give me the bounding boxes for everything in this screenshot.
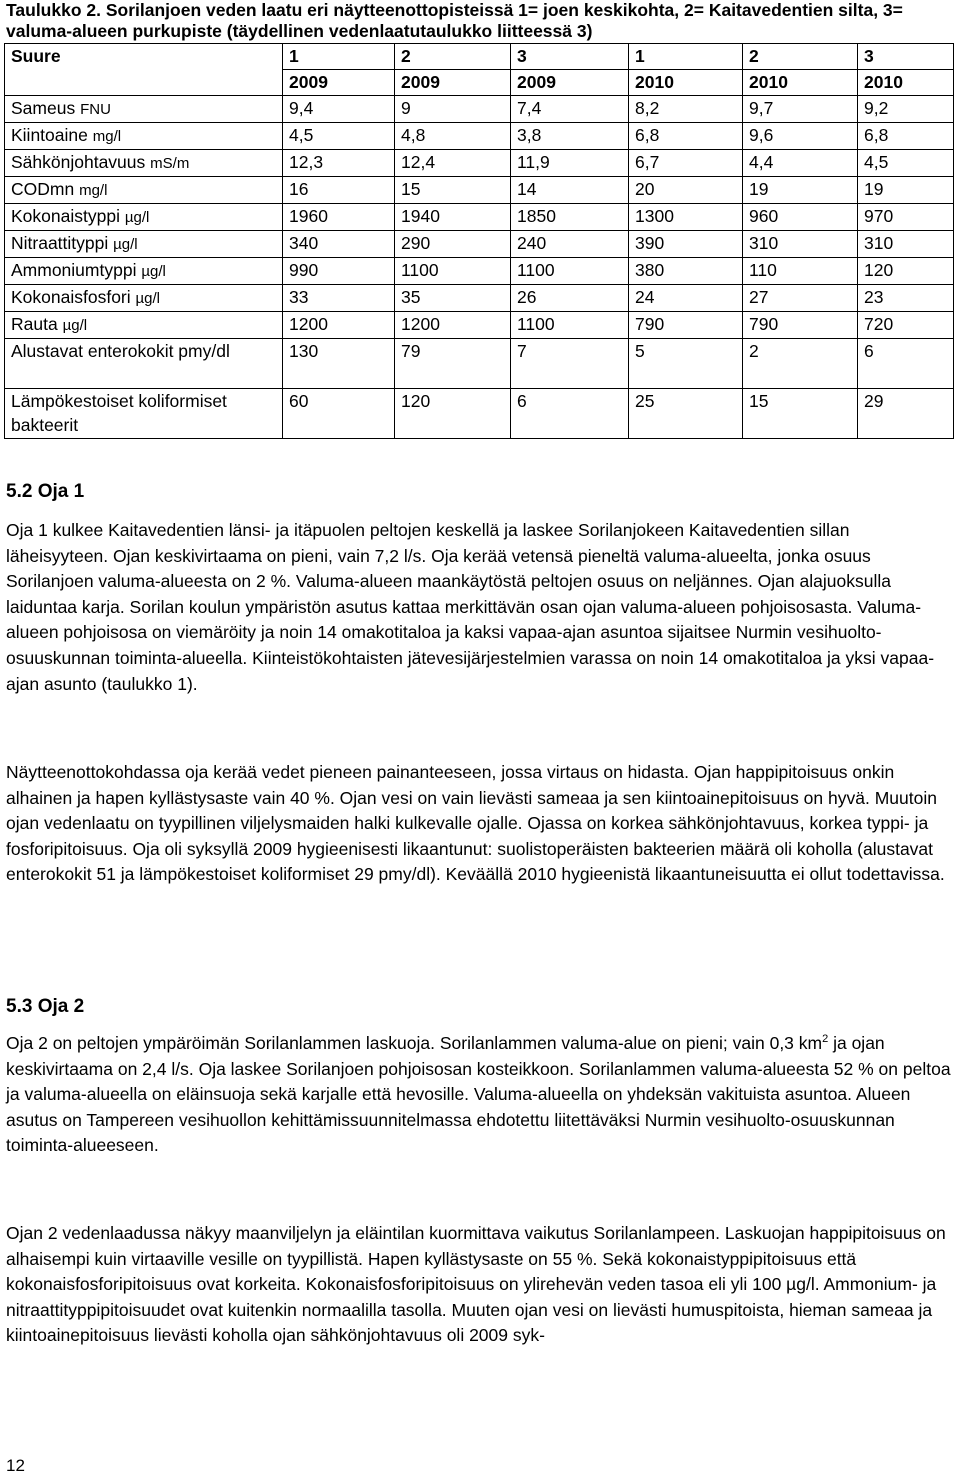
value-cell: 1300 [629, 204, 743, 231]
value-cell: 340 [283, 231, 395, 258]
value-cell: 790 [743, 312, 858, 339]
header-year: 2010 [629, 70, 743, 96]
parameter-unit: mg/l [92, 128, 122, 145]
header-site: 1 [629, 44, 743, 70]
value-cell: 12,3 [283, 150, 395, 177]
value-cell: 990 [283, 258, 395, 285]
value-cell: 60 [283, 389, 395, 439]
value-cell: 23 [858, 285, 954, 312]
table-row [5, 258, 954, 285]
value-cell: 1850 [511, 204, 629, 231]
parameter-unit: mS/m [150, 155, 190, 172]
value-cell: 12,4 [395, 150, 511, 177]
value-cell: 4,8 [395, 123, 511, 150]
table-row [5, 389, 954, 439]
paragraph: Oja 1 kulkee Kaitavedentien länsi- ja itäpuolen peltojen keskellä ja laskee Sorilanjokeen Kaitavedentien sillan läheisyyteen. Ojan keskivirtaama on pieni, vain 7,2 l/s. Oja kerää vetensä pieneltä valuma-alueelta, jonka osuus Sorilanjoen valuma-alueesta on 2 %. Valuma-alueen maankäytöstä peltojen osuus on neljännes. Ojan alajuoksulla laiduntaa karja. Sorilan koulun ympäristön asutus kattaa merkittävän osan ojan valuma-alueen pohjoisosasta. Valuma-alueen pohjoisosa on viemäröity ja noin 14 omakotitaloa ja kaksi vapaa-ajan asuntoa sijaitsee Nurmin vesihuolto-osuuskunnan toiminta-alueella. Kiinteistökohtaisten jätevesijärjestelmien varassa on noin 14 omakotitaloa ja yksi vapaa-ajan asunto (taulukko 1). [6, 520, 935, 694]
header-site: 1 [283, 44, 395, 70]
parameter-name: Nitraattityppi [11, 233, 109, 253]
value-cell: 1960 [283, 204, 395, 231]
paragraph-text: ja ojan keskivirtaama on 2,4 l/s. Oja laskee Sorilanjoen pohjoisosan kosteikkoon. Sorilanlammen valuma-alueesta 52 % on peltoa ja valuma-alueella on eläinsuoja sekä karjalle että hevosille. Valuma-alueella on yhdeksän vakituista asuntoa. Alueen asutus on Tampereen vesihuollon kehittämissuunnitelmassa ehdotettu liitettäväksi Nurmin vesihuolto-osuuskunnan toiminta-alueeseen. [6, 1033, 951, 1156]
value-cell: 310 [743, 231, 858, 258]
parameter-name: CODmn [11, 179, 75, 199]
value-cell: 9 [395, 96, 511, 123]
parameter-name: Rauta [11, 314, 58, 334]
value-cell: 33 [283, 285, 395, 312]
parameter-unit: µg/l [135, 290, 161, 307]
value-cell: 19 [743, 177, 858, 204]
table-header-sites [5, 44, 954, 70]
parameter-unit: µg/l [141, 263, 166, 280]
value-cell: 7 [511, 339, 629, 389]
header-year: 2009 [511, 70, 629, 96]
paragraph: Ojan 2 vedenlaadussa näkyy maanviljelyn ja eläintilan kuormittava vaikutus Sorilanlampeen. Laskuojan happipitoisuus on alhaisempi kuin virtaaville vesille on tyypillistä. Hapen kyllästysaste on 55 %. Sekä kokonaistyppipitoisuus että kokonaisfosforipitoisuus ovat korkeita. Kokonaisfosforipitoisuus on ylirehevän veden tasoa eli yli 100 µg/l. Ammonium- ja nitraattityppipitoisuudet ovat kuitenkin normaalilla tasolla. Muuten ojan vesi on lievästi humuspitoista, hieman sameaa ja kiintoainepitoisuus lievästi koholla ojan sähkönjohtavuus oli 2009 syk- [6, 1223, 946, 1346]
value-cell: 120 [858, 258, 954, 285]
table-row [5, 150, 954, 177]
parameter-name: Kokonaisfosfori [11, 287, 131, 307]
header-site: 3 [858, 44, 954, 70]
value-cell: 7,4 [511, 96, 629, 123]
header-year: 2010 [858, 70, 954, 96]
value-cell: 9,2 [858, 96, 954, 123]
value-cell: 8,2 [629, 96, 743, 123]
value-cell: 390 [629, 231, 743, 258]
value-cell: 4,4 [743, 150, 858, 177]
value-cell: 1100 [511, 258, 629, 285]
section-heading-oja-1: 5.2 Oja 1 [6, 481, 85, 502]
water-quality-table [4, 43, 954, 439]
parameter-name: Alustavat enterokokit pmy/dl [11, 341, 230, 361]
section-heading-oja-2: 5.3 Oja 2 [6, 996, 85, 1017]
value-cell: 6 [511, 389, 629, 439]
value-cell: 310 [858, 231, 954, 258]
header-parameter: Suure [5, 44, 283, 96]
parameter-cell [5, 123, 283, 150]
value-cell: 35 [395, 285, 511, 312]
value-cell: 9,6 [743, 123, 858, 150]
parameter-name: Kiintoaine [11, 125, 88, 145]
parameter-cell [5, 339, 283, 389]
table-row [5, 96, 954, 123]
value-cell: 720 [858, 312, 954, 339]
parameter-cell [5, 312, 283, 339]
table-row [5, 339, 954, 389]
header-year: 2009 [283, 70, 395, 96]
value-cell: 6,8 [858, 123, 954, 150]
value-cell: 790 [629, 312, 743, 339]
value-cell: 240 [511, 231, 629, 258]
parameter-name: Sähkönjohtavuus [11, 152, 146, 172]
value-cell: 3,8 [511, 123, 629, 150]
header-site: 2 [395, 44, 511, 70]
paragraph [6, 1031, 954, 1159]
parameter-cell [5, 389, 283, 439]
header-site: 3 [511, 44, 629, 70]
header-year: 2009 [395, 70, 511, 96]
parameter-unit: µg/l [124, 209, 150, 226]
value-cell: 130 [283, 339, 395, 389]
parameter-name: Ammoniumtyppi [11, 260, 137, 280]
value-cell: 9,4 [283, 96, 395, 123]
parameter-cell [5, 96, 283, 123]
value-cell: 15 [395, 177, 511, 204]
parameter-unit: µg/l [113, 236, 138, 253]
table-row [5, 123, 954, 150]
value-cell: 6,7 [629, 150, 743, 177]
value-cell: 380 [629, 258, 743, 285]
table-row [5, 177, 954, 204]
table-row [5, 204, 954, 231]
value-cell: 110 [743, 258, 858, 285]
table-row [5, 231, 954, 258]
header-year: 2010 [743, 70, 858, 96]
value-cell: 6,8 [629, 123, 743, 150]
value-cell: 970 [858, 204, 954, 231]
parameter-name: Kokonaistyppi [11, 206, 120, 226]
value-cell: 2 [743, 339, 858, 389]
value-cell: 15 [743, 389, 858, 439]
parameter-cell [5, 231, 283, 258]
value-cell: 14 [511, 177, 629, 204]
value-cell: 120 [395, 389, 511, 439]
value-cell: 29 [858, 389, 954, 439]
parameter-cell [5, 150, 283, 177]
parameter-cell [5, 258, 283, 285]
page-number: 12 [6, 1456, 25, 1475]
value-cell: 960 [743, 204, 858, 231]
value-cell: 24 [629, 285, 743, 312]
parameter-name: Sameus [11, 98, 76, 118]
paragraph: Näytteenottokohdassa oja kerää vedet pieneen painanteeseen, jossa virtaus on hidasta. Ojan happipitoisuus onkin alhainen ja hapen kyllästysaste vain 40 %. Ojan vesi on vain lievästi sameaa ja sen kiintoainepitoisuus on hyvä. Muutoin ojan vedenlaatu on tyypillinen viljelysmaiden halki kulkevalle ojalle. Ojassa on korkea sähkönjohtavuus, korkea typpi- ja fosforipitoisuus. Oja oli syksyllä 2009 hygieenisesti likaantunut: suolistoperäisten bakteerien määrä oli koholla (alustavat enterokokit 51 ja lämpökestoiset koliformiset 29 pmy/dl). Keväällä 2010 hygieenistä likaantuneisuutta ei ollut todettavissa. [6, 762, 945, 885]
superscript: 2 [822, 1033, 829, 1046]
header-site: 2 [743, 44, 858, 70]
value-cell: 25 [629, 389, 743, 439]
value-cell: 1200 [395, 312, 511, 339]
value-cell: 1100 [395, 258, 511, 285]
parameter-unit: FNU [80, 101, 111, 118]
value-cell: 6 [858, 339, 954, 389]
value-cell: 20 [629, 177, 743, 204]
value-cell: 16 [283, 177, 395, 204]
value-cell: 1200 [283, 312, 395, 339]
parameter-unit: mg/l [79, 182, 108, 199]
value-cell: 9,7 [743, 96, 858, 123]
value-cell: 1940 [395, 204, 511, 231]
value-cell: 19 [858, 177, 954, 204]
parameter-cell [5, 204, 283, 231]
value-cell: 1100 [511, 312, 629, 339]
parameter-cell [5, 177, 283, 204]
table-row [5, 312, 954, 339]
parameter-unit: µg/l [62, 317, 88, 334]
paragraph-text: Oja 2 on peltojen ympäröimän Sorilanlammen laskuoja. Sorilanlammen valuma-alue on pieni; vain 0,3 km [6, 1033, 823, 1053]
table-body [5, 96, 954, 439]
value-cell: 11,9 [511, 150, 629, 177]
parameter-name: Lämpökestoiset koliformiset bakteerit [11, 391, 227, 435]
value-cell: 79 [395, 339, 511, 389]
parameter-cell [5, 285, 283, 312]
value-cell: 4,5 [283, 123, 395, 150]
value-cell: 26 [511, 285, 629, 312]
table-caption: Taulukko 2. Sorilanjoen veden laatu eri näytteenottopisteissä 1= joen keskikohta, 2= Kaitavedentien silta, 3= valuma-alueen purkupiste (täydellinen vedenlaatutaulukko liitteessä 3) [6, 0, 903, 41]
value-cell: 27 [743, 285, 858, 312]
value-cell: 290 [395, 231, 511, 258]
value-cell: 4,5 [858, 150, 954, 177]
table-row [5, 285, 954, 312]
value-cell: 5 [629, 339, 743, 389]
